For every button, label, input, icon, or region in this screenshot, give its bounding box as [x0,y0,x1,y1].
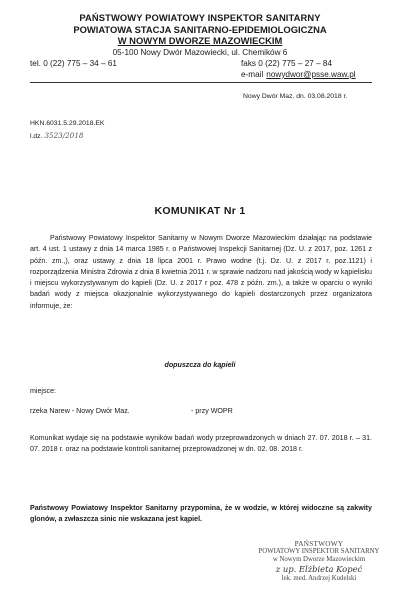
main-paragraph: Państwowy Powiatowy Inspektor Sanitarny w Nowym Dworze Mazowieckim działając na podstawie art. 4 ust. 1 ustawy z dnia 14 marca 1985 r. o Państwowej Inspekcji Sanitarnej (Dz. U. z 2017, poz. 1261 z późn. zm.,), oraz ustawy z dnia 18 lipca 2001 r. Prawo wodne (t.j. Dz. U. z 2017 r. poz.1121) i rozporządzenia Ministra Zdrowia z dnia 8 kwietnia 2011 r. w sprawie nadzoru nad jakością wody w kąpielisku i miejscu wykorzystywanym do kąpieli (Dz. U. z 2017 r poz. 478 z późn. zm.), a także w oparciu o wyniki badań wody z miejsca okazjonalnie wykorzystywanego do kąpieli dostarczonych przez organizatora informuje, że: [30,234,372,310]
email-link[interactable]: nowydwor@psse.waw.pl [266,70,356,79]
ldz-label: l.dz. [30,133,43,140]
ldz-handwritten-value: 3523/2018 [44,131,84,140]
header-fax: faks 0 (22) 775 – 27 – 84 [241,59,333,68]
email-label: e-mail [241,70,264,79]
reference-number: HKN.6031.5.29.2018.EK [30,120,105,127]
header-address: 05-100 Nowy Dwór Mazowiecki, ul. Chemików 6 [112,48,288,57]
place-river: rzeka Narew - Nowy Dwór Maz. [30,407,130,415]
stamp-line-1: PAŃSTWOWY [294,540,344,548]
basis-paragraph: Komunikat wydaje się na podstawie wyników badań wody przeprowadzonych w dniach 27. 07. 2018 r. – 31. 07. 2018 r. oraz na podstawie kontroli sanitarnej przeprowadzonej w dn. 02. 08. 2018 r. [30,434,372,454]
header-email [241,70,356,79]
header-station: POWIATOWA STACJA SANITARNO-EPIDEMIOLOGICZNA [73,24,327,35]
header-location: W NOWYM DWORZE MAZOWIECKIM [117,35,283,46]
warning-paragraph: Państwowy Powiatowy Inspektor Sanitarny przypomina, że w wodzie, w której widoczne są zakwity glonów, a zwłaszcza sinic nie wskazana jest kąpiel. [30,504,372,524]
stamp-line-3: w Nowym Dworze Mazowieckim [272,556,366,563]
handwritten-signature: z up. Elżbieta Kopeć [275,564,363,574]
stamp-line-4: lek. med. Andrzej Kudelski [281,575,357,582]
stamp-line-2: POWIATOWY INSPEKTOR SANITARNY [258,548,380,555]
header-divider [30,82,372,83]
official-stamp [246,540,392,583]
header-authority: PAŃSTWOWY POWIATOWY INSPEKTOR SANITARNY [79,12,321,23]
place-label: miejsce: [30,387,57,395]
document-date: Nowy Dwór Maz. dn. 03.08.2018 r. [243,93,348,100]
document-title: KOMUNIKAT Nr 1 [154,205,246,217]
ldz-line [30,131,83,140]
decision-text: dopuszcza do kąpieli [164,361,236,369]
header-phone: tel. 0 (22) 775 – 34 – 61 [30,59,117,68]
place-detail: - przy WOPR [191,407,233,415]
